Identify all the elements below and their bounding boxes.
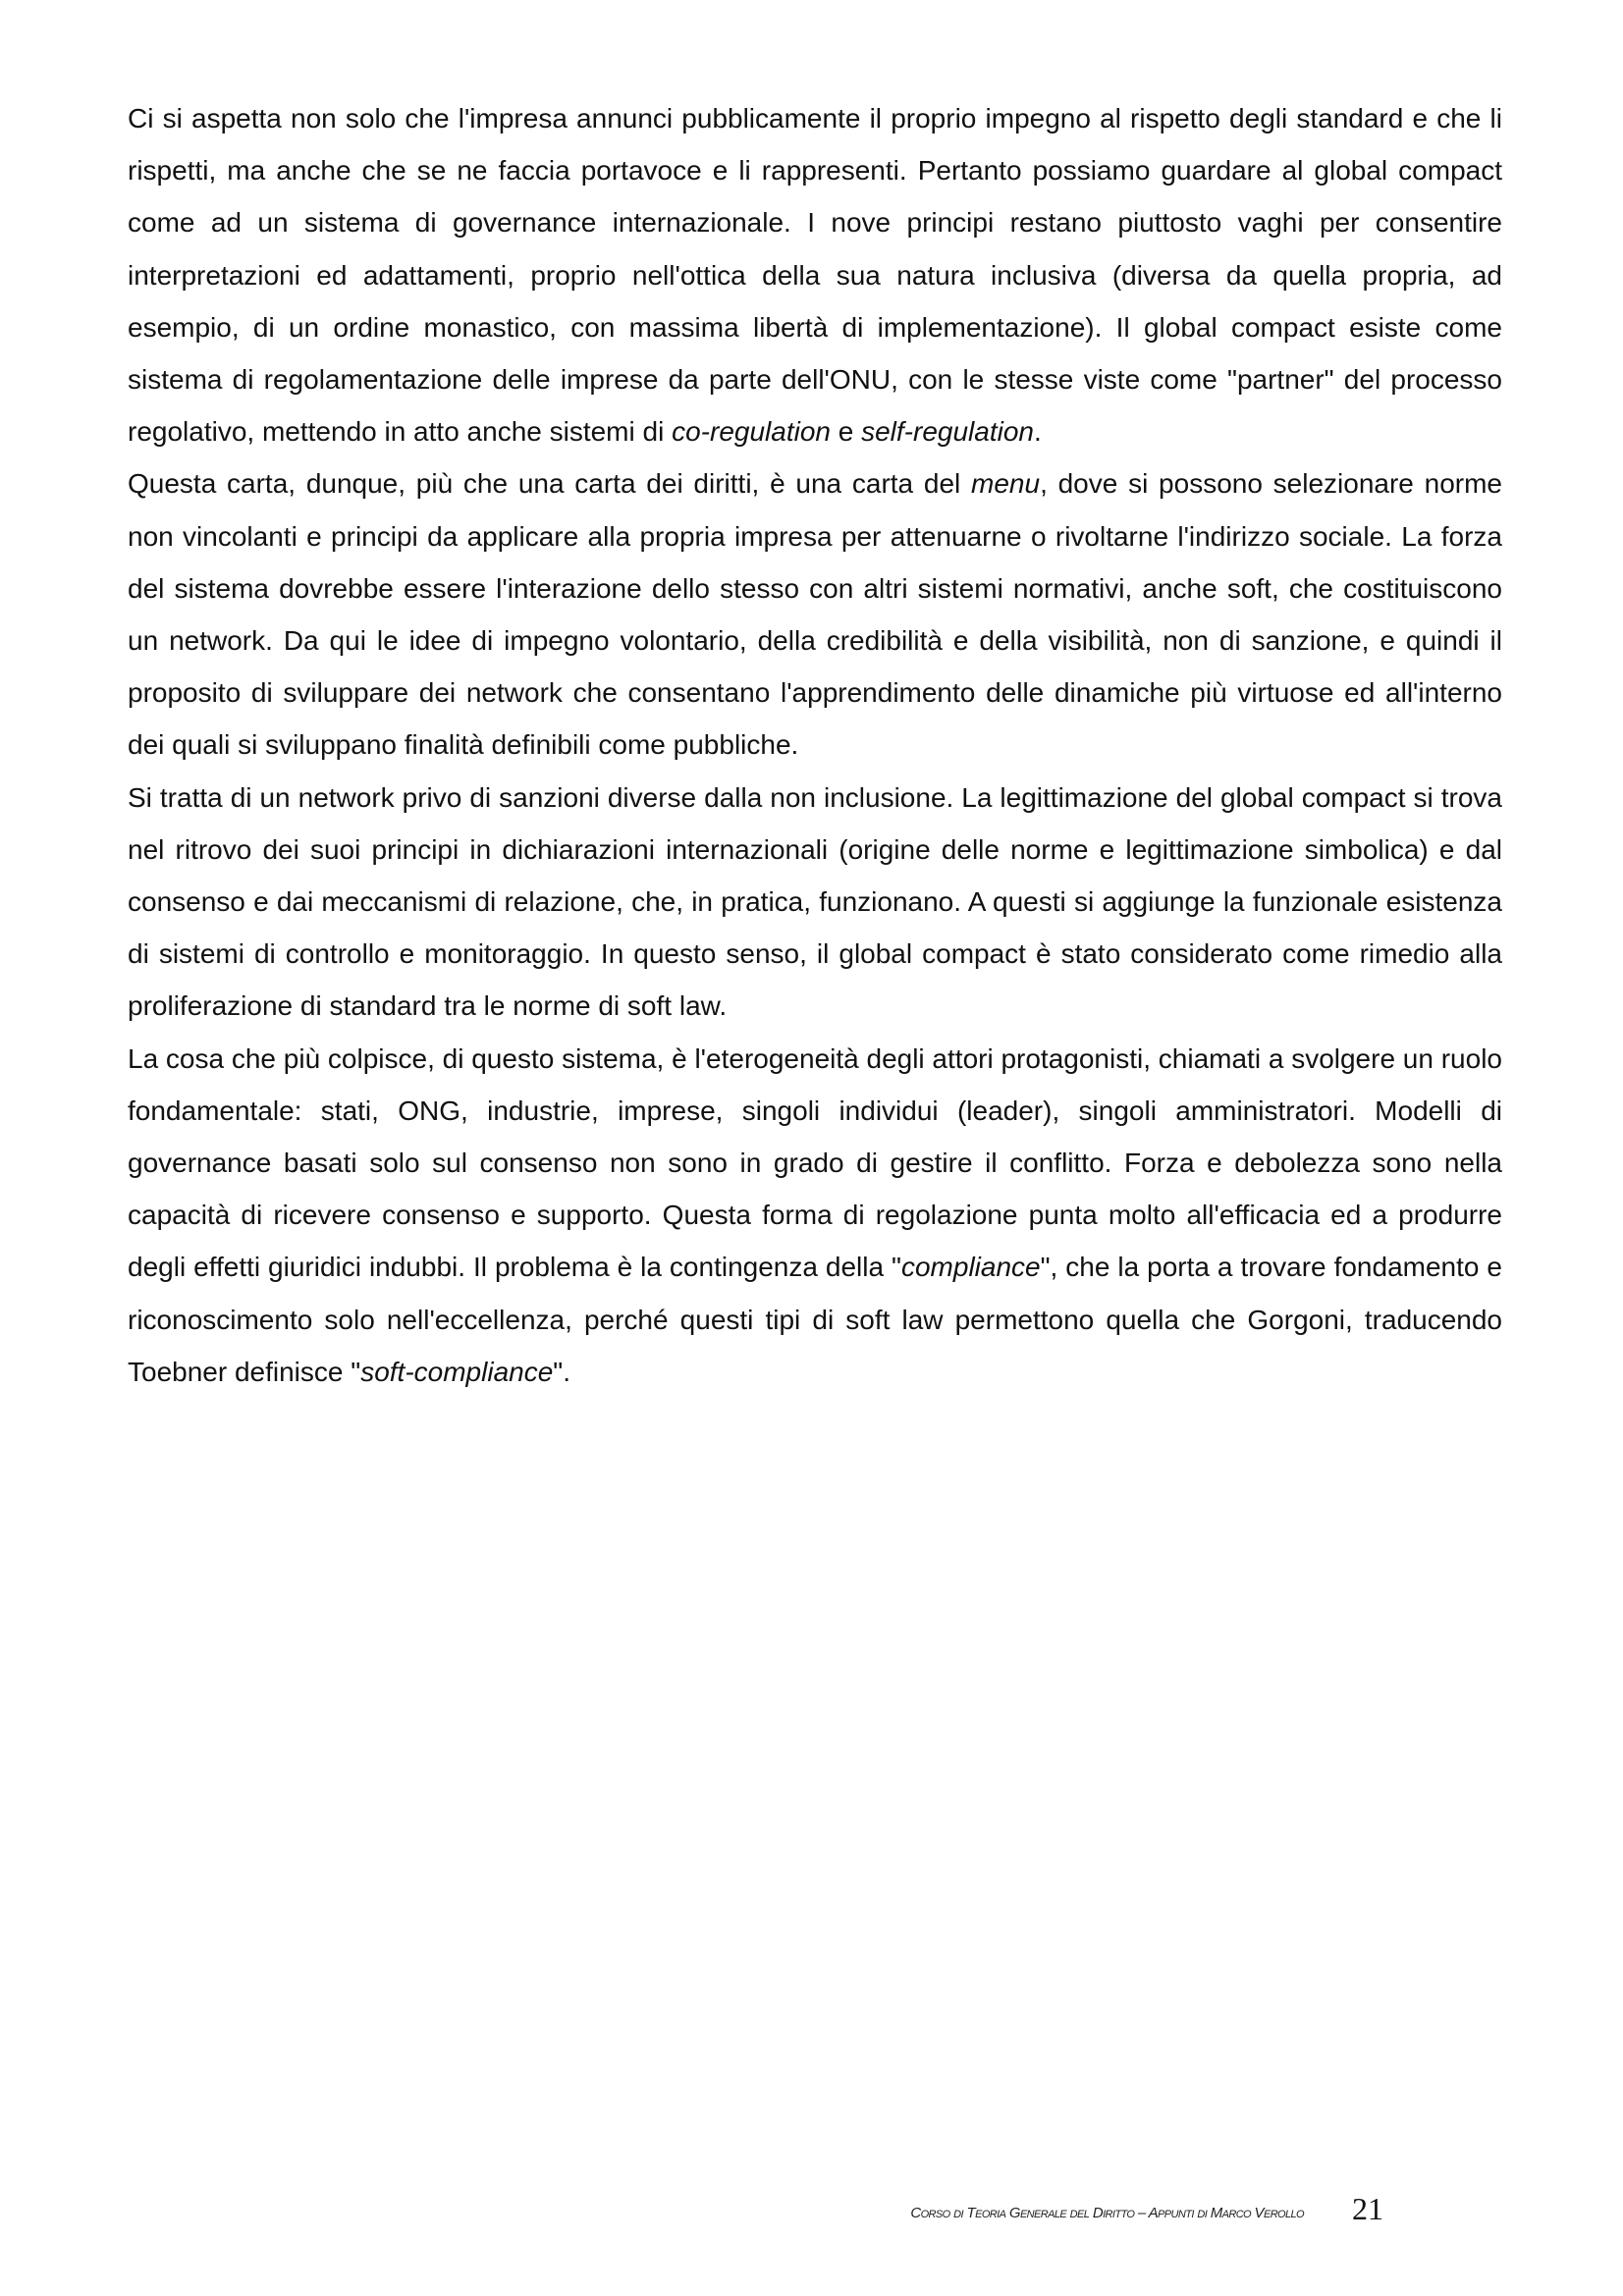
italic-term-soft-compliance: soft-compliance: [360, 1356, 554, 1387]
text-run: La cosa che più colpisce, di questo sistema, è l'eterogeneità degli attori protagonisti, chiamati a svolgere un ruolo fondamentale: stati, ONG, industrie, imprese, singoli individui (leader), singoli amministratori. Modelli di governance basati solo sul consenso non sono in grado di gestire il conflitto. Forza e debolezza sono nella capacità di ricevere consenso e supporto. Questa forma di regolazione punta molto all'efficacia ed a produrre degli effetti giuridici indubbi. Il problema è la contingenza della ": [128, 1042, 1502, 1283]
text-run: ".: [553, 1356, 571, 1387]
document-body: [128, 92, 1502, 1398]
italic-term-compliance: compliance: [900, 1252, 1041, 1283]
paragraph-network-legitimation: [128, 772, 1502, 1033]
italic-term-co-regulation: co-regulation: [672, 416, 831, 448]
text-run: Questa carta, dunque, più che una carta dei diritti, è una carta del: [128, 468, 972, 500]
page-footer: [0, 2191, 1623, 2230]
text-run: e: [830, 416, 862, 448]
text-run: Ci si aspetta non solo che l'impresa annunci pubblicamente il proprio impegno al rispetto degli standard e che li rispetti, ma anche che se ne faccia portavoce e li rappresenti. Pertanto possiamo guardare al global compact come ad un sistema di governance internazionale. I nove principi restano piuttosto vaghi per consentire interpretazioni ed adattamenti, proprio nell'ottica della sua natura inclusiva (diversa da quella propria, ad esempio, di un ordine monastico, con massima libertà di implementazione). Il global compact esiste come sistema di regolamentazione delle imprese da parte dell'ONU, con le stesse viste come "partner" del processo regolativo, mettendo in atto anche sistemi di: [128, 103, 1502, 448]
text-run: ", che la porta a trovare fondamento e riconoscimento solo nell'eccellenza, perché questi tipi di soft law permettono quella che Gorgoni, traducendo Toebner definisce ": [128, 1252, 1502, 1387]
text-run: , dove si possono selezionare norme non vincolanti e principi da applicare alla propria impresa per attenuarne o rivoltarne l'indirizzo sociale. La forza del sistema dovrebbe essere l'interazione dello stesso con altri sistemi normativi, anche soft, che costituiscono un network. Da qui le idee di impegno volontario, della credibilità e della visibilità, non di sanzione, e quindi il proposito di sviluppare dei network che consentano l'apprendimento delle dinamiche più virtuose ed all'interno dei quali si sviluppano finalità definibili come pubbliche.: [128, 468, 1502, 761]
page-number: 21: [1352, 2191, 1383, 2226]
italic-term-self-regulation: self-regulation: [861, 416, 1034, 448]
text-run: .: [1033, 416, 1042, 448]
paragraph-global-compact-governance: [128, 92, 1502, 457]
running-title: Corso di Teoria Generale del Diritto – Appunti di Marco Verollo: [910, 2205, 1304, 2221]
paragraph-menu-charter: [128, 457, 1502, 771]
text-run: Si tratta di un network privo di sanzioni diverse dalla non inclusione. La legittimazione del global compact si trova nel ritrovo dei suoi principi in dichiarazioni internazionali (origine delle norme e legittimazione simbolica) e dal consenso e dai meccanismi di relazione, che, in pratica, funzionano. A questi si aggiunge la funzionale esistenza di sistemi di controllo e monitoraggio. In questo senso, il global compact è stato considerato come rimedio alla proliferazione di standard tra le norme di soft law.: [128, 781, 1502, 1022]
italic-term-menu: menu: [971, 468, 1041, 500]
paragraph-actors-compliance: [128, 1033, 1502, 1398]
